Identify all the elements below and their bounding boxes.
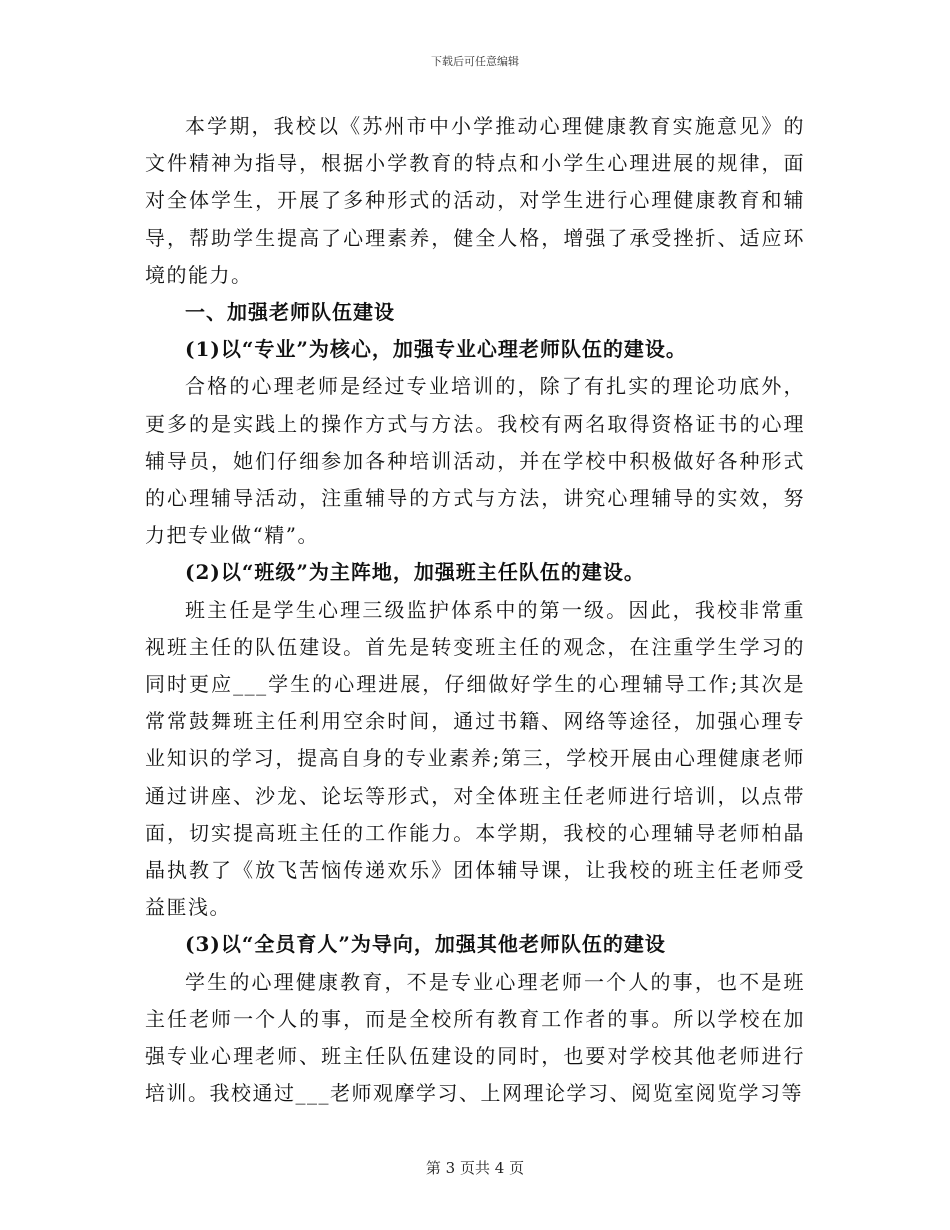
- paragraph-all-staff: 学生的心理健康教育，不是专业心理老师一个人的事，也不是班主任老师一个人的事，而是全校所有教育工作者的事。所以学校在加强专业心理老师、班主任队伍建设的同时，也要对学校其他老师进行培训。我校通过___老师观摩学习、上网理论学习、阅览室阅览学习等: [145, 969, 805, 1106]
- paragraph-professional: 合格的心理老师是经过专业培训的，除了有扎实的理论功底外，更多的是实践上的操作方式与方法。我校有两名取得资格证书的心理辅导员，她们仔细参加各种培训活动，并在学校中积极做好各种形式的心理辅导活动，注重辅导的方式与方法，讲究心理辅导的实效，努力把专业做“精”。: [145, 374, 805, 548]
- page-header-note: 下载后可任意编辑: [431, 55, 519, 68]
- subheading-professional: (1)以“专业”为核心，加强专业心理老师队伍的建设。: [185, 337, 687, 362]
- document-body: [145, 108, 805, 1112]
- page-footer-number: 第 3 页共 4 页: [425, 1159, 525, 1177]
- subheading-all-staff: (3)以“全员育人”为导向，加强其他老师队伍的建设: [185, 932, 666, 957]
- paragraph-class: 班主任是学生心理三级监护体系中的第一级。因此，我校非常重视班主任的队伍建设。首先是转变班主任的观念，在注重学生学习的同时更应___学生的心理进展，仔细做好学生的心理辅导工作;其次是常常鼓舞班主任利用空余时间，通过书籍、网络等途径，加强心理专业知识的学习，提高自身的专业素养;第三，学校开展由心理健康老师通过讲座、沙龙、论坛等形式，对全体班主任老师进行培训，以点带面，切实提高班主任的工作能力。本学期，我校的心理辅导老师柏晶晶执教了《放飞苦恼传递欢乐》团体辅导课，让我校的班主任老师受益匪浅。: [145, 597, 805, 920]
- section-heading-teacher-team: 一、加强老师队伍建设: [185, 300, 395, 325]
- intro-paragraph: 本学期，我校以《苏州市中小学推动心理健康教育实施意见》的文件精神为指导，根据小学教育的特点和小学生心理进展的规律，面对全体学生，开展了多种形式的活动，对学生进行心理健康教育和辅导，帮助学生提高了心理素养，健全人格，增强了承受挫折、适应环境的能力。: [145, 114, 805, 287]
- subheading-class: (2)以“班级”为主阵地，加强班主任队伍的建设。: [185, 560, 645, 585]
